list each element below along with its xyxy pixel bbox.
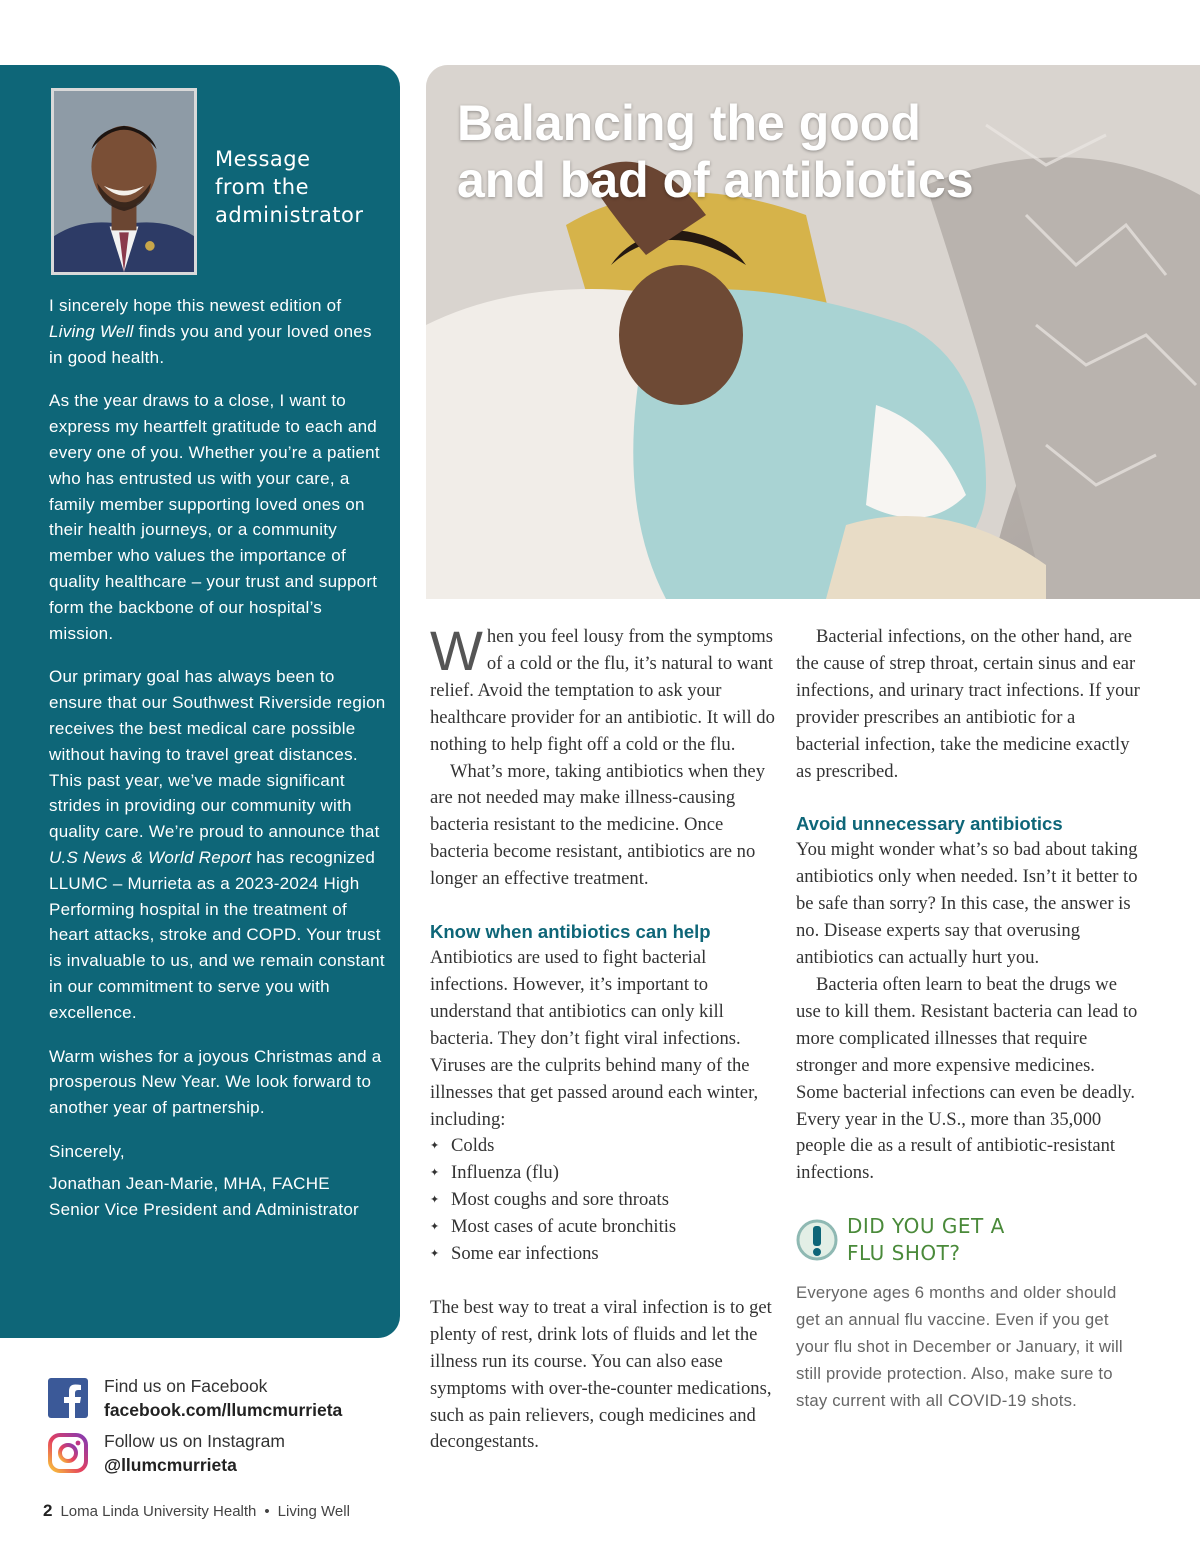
list-item: ✦ Influenza (flu) xyxy=(430,1160,775,1187)
callout-title-line: FLU SHOT? xyxy=(847,1241,961,1266)
page-number: 2 xyxy=(43,1501,53,1520)
list-item: ✦ Most cases of acute bronchitis xyxy=(430,1214,775,1241)
callout-title-line: DID YOU GET A xyxy=(847,1214,1005,1239)
article-intro xyxy=(430,619,775,759)
text-run: finds you and your loved ones in good health. xyxy=(49,321,372,367)
publisher-name: Loma Linda University Health xyxy=(60,1503,257,1520)
message-paragraph: Warm wishes for a joyous Christmas and a prosperous New Year. We look forward to another year of partnership. xyxy=(49,1046,382,1118)
instagram-label: Follow us on Instagram xyxy=(104,1431,285,1451)
article-paragraph: Bacteria often learn to beat the drugs we use to kill them. Resistant bacteria can lead to more complicated illnesses that require stronger and more expensive medicines. Some bacterial infections can even be deadly. Every year in the U.S., more than 35,000 people die as a result of antibiotic-resistant infections. xyxy=(796,973,1138,1184)
article-title-line: Balancing the good xyxy=(457,95,921,151)
page-footer xyxy=(43,1501,350,1521)
text-run: has recognized LLUMC – Murrieta as a 2023-2024 High Performing hospital in the treatment of heart attacks, stroke and COPD. Your trust is invaluable to us, and we remain constant in our commitment to serve you with excellence. xyxy=(49,847,385,1022)
article-title xyxy=(457,95,1157,209)
list-item: ✦ Most coughs and sore throats xyxy=(430,1187,775,1214)
signature xyxy=(49,1171,389,1223)
facebook-icon xyxy=(48,1378,88,1418)
message-title-line: Message xyxy=(215,147,311,171)
instagram-link[interactable]: @llumcmurrieta xyxy=(104,1455,237,1475)
administrator-message-panel xyxy=(0,65,400,1338)
message-body xyxy=(49,293,389,1222)
administrator-portrait xyxy=(51,88,197,275)
message-paragraph xyxy=(49,664,389,1025)
footer-separator: • xyxy=(264,1503,270,1520)
text-run: hen you feel lousy from the symptoms of a cold or the flu, it’s natural to want relief. Avoid the temptation to ask your healthcare provider for an antibiotic. It will do nothing to help fight off a cold or the flu. xyxy=(430,626,775,755)
instagram-icon xyxy=(48,1433,88,1473)
article-paragraph: The best way to treat a viral infection is to get plenty of rest, drink lots of fluids and let the illness run its course. You can also ease symptoms with over-the-counter medications, such as pain relievers, cough medicines and decongestants. xyxy=(430,1296,772,1453)
message-title-line: from the xyxy=(215,175,310,199)
list-item: ✦ Some ear infections xyxy=(430,1241,775,1268)
message-paragraph xyxy=(49,293,389,370)
facebook-label: Find us on Facebook xyxy=(104,1376,268,1396)
text-run: Our primary goal has always been to ensure that our Southwest Riverside region receives the best medical care possible without having to travel great distances. This past year, we’ve made significant strides in providing our community with quality care. We’re proud to announce that xyxy=(49,667,386,842)
article-paragraph: Bacterial infections, on the other hand, are the cause of strep throat, certain sinus and ear infections, and urinary tract infections. If your provider prescribes an antibiotic for a bacterial infection, take the medicine exactly as prescribed. xyxy=(796,626,1140,782)
exclamation-icon xyxy=(796,1219,838,1261)
article-paragraph: You might wonder what’s so bad about taking antibiotics only when needed. Isn’t it better to be safe than sorry? In this case, the answer is no. Disease experts say that overusing antibiotics can actually hurt you. xyxy=(796,839,1138,969)
article-title-line: and bad of antibiotics xyxy=(457,152,974,208)
article-paragraph: Antibiotics are used to fight bacterial infections. However, it’s important to understand that antibiotics can only kill bacteria. They don’t fight viral infections. Viruses are the culprits behind many of the illnesses that get passed around each winter, including: xyxy=(430,947,759,1130)
drop-cap: W xyxy=(430,619,483,682)
section-heading: Know when antibiotics can help xyxy=(430,921,711,943)
message-title-line: administrator xyxy=(215,203,364,227)
publication-name: U.S News & World Report xyxy=(49,847,252,867)
text-run: I sincerely hope this newest edition of xyxy=(49,296,342,315)
callout-text: Everyone ages 6 months and older should get an annual flu vaccine. Even if you get your flu shot in December or January, it will still provide protection. Also, make sure to stay current with all COVID-19 shots. xyxy=(796,1283,1123,1411)
message-title xyxy=(215,145,385,229)
article-column-1 xyxy=(430,619,775,1456)
article-paragraph: What’s more, taking antibiotics when they are not needed may make illness-causing bacteria resistant to the medicine. Once bacteria become resistant, antibiotics are no longer an effective treatment. xyxy=(430,760,765,890)
publication-name: Living Well xyxy=(49,321,134,341)
signature-title: Senior Vice President and Administrator xyxy=(49,1199,359,1219)
closing: Sincerely, xyxy=(49,1141,125,1161)
publication-name: Living Well xyxy=(277,1503,350,1520)
viral-illness-list xyxy=(430,1133,775,1268)
callout-title xyxy=(847,1213,1005,1267)
facebook-link[interactable]: facebook.com/llumcmurrieta xyxy=(104,1400,343,1420)
article-column-2 xyxy=(796,624,1141,1414)
section-heading: Avoid unnecessary antibiotics xyxy=(796,813,1063,835)
flu-shot-callout xyxy=(796,1213,1141,1279)
message-paragraph: As the year draws to a close, I want to express my heartfelt gratitude to each and every one of you. Whether you’re a patient who has entrusted us with your care, a family member supporting loved ones on their health journeys, or a community member who values the importance of quality healthcare – your trust and support form the backbone of our hospital’s mission. xyxy=(49,391,380,643)
list-item: ✦ Colds xyxy=(430,1133,775,1160)
hero-photo xyxy=(426,65,1200,599)
signature-name: Jonathan Jean-Marie, MHA, FACHE xyxy=(49,1173,330,1193)
